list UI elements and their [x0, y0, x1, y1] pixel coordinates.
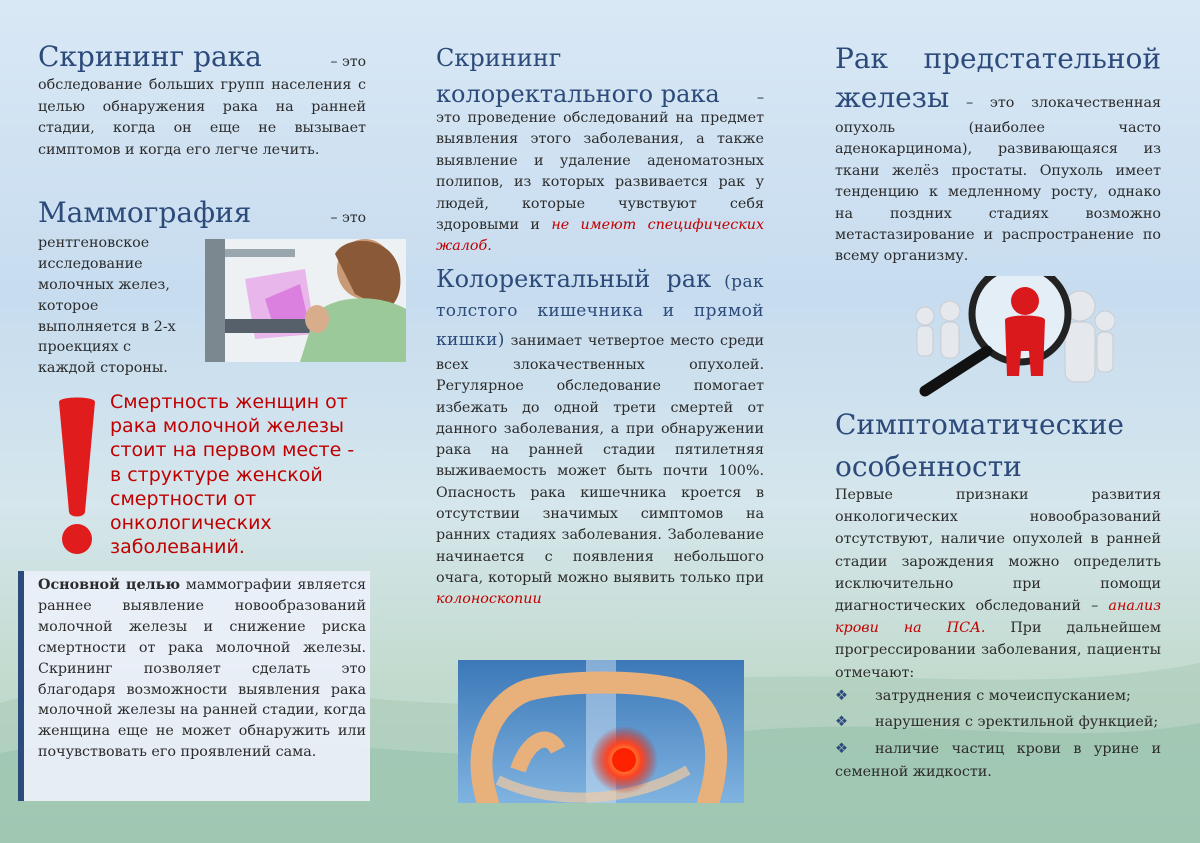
bullet-icon: ❖ — [835, 741, 848, 758]
section-title: Скрининг рака — [38, 40, 262, 73]
section-title-line1: Скрининг — [436, 44, 562, 72]
box-accent-bar — [18, 571, 24, 801]
list-item — [835, 711, 1161, 734]
goal-box — [20, 571, 370, 801]
colon-image — [458, 660, 744, 803]
section-body — [835, 484, 1161, 684]
section-title: Колоректальный рак — [436, 265, 712, 293]
bullet-icon: ❖ — [835, 714, 848, 731]
section-body-text: это проведение обследований на предмет выявления этого заболевания, а также выявление и удаление аденоматозных полипов, из которых развивается рак у людей, которые чувствуют себя здоровыми и — [436, 110, 764, 234]
section-body: обследование больших групп населения с целью обнаружения рака на ранней стадии, когда он еще не вызывает симптомов и когда его легче лечить. — [38, 77, 366, 158]
goal-text — [38, 575, 366, 763]
section-title-line1: Рак предстательной — [835, 42, 1161, 75]
magnifier-people-image — [905, 276, 1115, 402]
list-item — [835, 738, 1161, 783]
section-body — [436, 264, 764, 611]
section-body — [835, 78, 1161, 268]
list-item-text: наличие частиц крови в урине и семенной жидкости. — [835, 741, 1161, 780]
mortality-warning: Смертность женщин от рака молочной железы стоит на первом месте - в структуре женской смертности от онкологических заболеваний. — [110, 391, 355, 559]
section-body-text-2: При дальнейшем прогрессировании заболевания, пациенты отмечают: — [835, 620, 1162, 681]
section-title-line2: железы — [835, 81, 950, 114]
section-body: рентгеновское исследование молочных желез, которое выполняется в 2-х проекциях с каждой стороны. — [38, 235, 176, 377]
prostate-cancer-section — [835, 38, 1161, 268]
section-body-text: это злокачественная опухоль (наиболее часто аденокарцинома), развивающаяся из ткани желёз простаты. Опухоль имеет тенденцию к медленному росту, однако на поздних стадиях возможно метастазирование и распространение по всему организму. — [835, 95, 1162, 265]
section-title-line1: Симптоматические — [835, 408, 1124, 441]
title-dash: – — [965, 95, 974, 111]
title-dash: – это — [330, 210, 366, 226]
colorectal-screening-section — [436, 40, 764, 258]
list-item-text: нарушения с эректильной функцией; — [875, 714, 1159, 731]
section-title: Маммография — [38, 196, 252, 229]
goal-bold: Основной целью — [38, 577, 180, 593]
symptom-list — [835, 685, 1161, 783]
symptoms-section — [835, 404, 1161, 783]
section-title-line2: особенности — [835, 450, 1022, 483]
section-body-highlight: анализ крови на ПСА. — [835, 598, 1161, 637]
bullet-icon: ❖ — [835, 687, 848, 704]
list-item — [835, 685, 1161, 708]
section-body-text: занимает четвертое место среди всех злокачественных опухолей. Регулярное обследование помогает избежать до одной трети смертей от данного заболевания, а при обнаружении рака на ранней стадии пятилетняя выживаемость может быть почти 100%. Опасность рака кишечника кроется в отсутствии значимых симптомов на ранних стадиях заболевания. Заболевание начинается с появления небольшого очага, который можно выявить только при — [436, 333, 765, 586]
section-title-line2: колоректального рака — [436, 80, 720, 108]
goal-body: маммографии является раннее выявление новообразований молочной железы и снижение риска смертности от рака молочной железы. Скрининг позволяет сделать это благодаря возможности выявления рака молочной железы на ранней стадии, когда женщина еще не может обнаружить или почувствовать его проявлений сама. — [38, 577, 366, 761]
list-item-text: затруднения с мочеиспусканием; — [875, 687, 1131, 704]
section-body-highlight: не имеют специфических жалоб. — [436, 217, 765, 255]
section-body-highlight: колоноскопии — [436, 591, 542, 608]
section-body — [436, 108, 764, 258]
mammography-image — [205, 239, 406, 362]
title-dash: – — [756, 90, 764, 106]
screening-cancer-section — [38, 40, 366, 161]
exclamation-icon — [55, 394, 99, 558]
title-dash: – это — [330, 54, 366, 70]
colorectal-cancer-section — [436, 264, 764, 611]
section-body-text: Первые признаки развития онкологических новообразований отсутствуют, наличие опухолей в ранней стадии зарождения можно определить исключительно при помощи диагностических обследований – — [835, 487, 1161, 615]
section-subtitle: (рак толстого кишечника и прямой кишки) — [436, 272, 764, 350]
